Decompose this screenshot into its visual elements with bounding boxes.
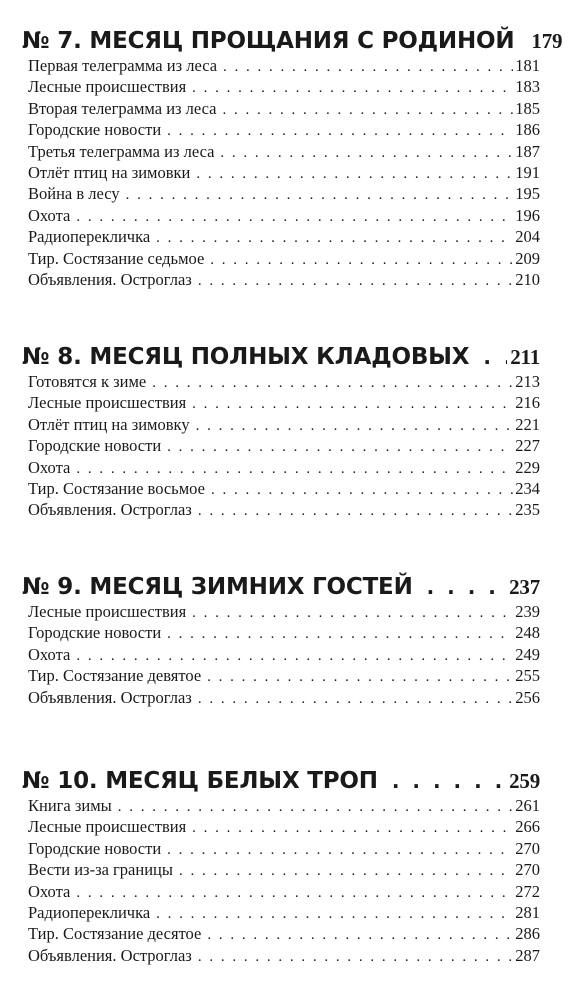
dot-leader — [210, 250, 513, 270]
entry-title: Городские новости — [28, 436, 162, 456]
entry-title: Готовятся к зиме — [28, 372, 147, 391]
dot-leader — [118, 797, 513, 817]
dot-leader — [198, 501, 513, 521]
toc-entry — [22, 479, 540, 500]
entry-page-number: 255 — [515, 666, 540, 686]
entry-page-number: 270 — [515, 838, 540, 858]
toc-entry — [22, 903, 540, 924]
entry-page-number: 227 — [515, 436, 540, 456]
dot-leader — [198, 271, 513, 291]
section-page-number: 259 — [509, 769, 540, 793]
dot-leader — [198, 689, 513, 709]
entry-page-number: 196 — [515, 205, 540, 225]
dot-leader — [196, 416, 514, 436]
entry-page-number: 213 — [515, 372, 540, 391]
entry-title: Отлёт птиц на зимовки — [28, 163, 191, 183]
entry-title: Лесные происшествия — [28, 602, 187, 621]
toc-section — [22, 766, 540, 967]
toc-entry — [22, 839, 540, 860]
entry-title: Тир. Состязание десятое — [28, 924, 202, 944]
dot-leader — [156, 904, 513, 924]
entry-title: Объявления. Остроглаз — [28, 270, 192, 290]
dot-leader — [192, 818, 513, 838]
section-page-number: 237 — [509, 575, 540, 599]
dot-leader — [179, 861, 513, 881]
entry-title: Охота — [28, 205, 71, 225]
toc-entry — [22, 77, 540, 98]
entry-title: Тир. Состязание девятое — [28, 666, 202, 686]
dot-leader — [167, 624, 513, 644]
toc-entry — [22, 206, 540, 227]
toc-entry — [22, 666, 540, 687]
entry-page-number: 229 — [515, 457, 540, 477]
toc-section — [22, 572, 540, 709]
entry-title: Охота — [28, 881, 71, 901]
toc-entry — [22, 688, 540, 709]
toc-entry — [22, 393, 540, 414]
section-page-number: 211 — [510, 345, 540, 369]
dot-leader — [483, 342, 507, 372]
entry-title: Третья телеграмма из леса — [28, 141, 215, 161]
dot-leader — [211, 480, 513, 500]
entry-page-number: 221 — [515, 414, 540, 434]
entry-page-number: 195 — [515, 184, 540, 204]
toc-entry — [22, 645, 540, 666]
dot-leader — [207, 925, 513, 945]
entry-page-number: 235 — [515, 500, 540, 520]
dot-leader — [392, 766, 506, 796]
dot-leader — [192, 78, 513, 98]
entry-page-number: 287 — [515, 945, 540, 965]
toc-entry — [22, 227, 540, 248]
dot-leader — [196, 164, 513, 184]
entry-page-number: 209 — [515, 248, 540, 268]
section-heading — [22, 766, 540, 796]
entry-page-number: 183 — [515, 77, 540, 97]
toc-entry — [22, 882, 540, 903]
toc-entry — [22, 436, 540, 457]
entry-title: Тир. Состязание восьмое — [28, 479, 205, 499]
toc-entry — [22, 372, 540, 393]
toc-entry — [22, 415, 540, 436]
entry-page-number: 261 — [515, 796, 540, 815]
entry-page-number: 204 — [515, 227, 540, 247]
entry-page-number: 256 — [515, 687, 540, 707]
entry-title: Объявления. Остроглаз — [28, 687, 192, 707]
entry-title: Отлёт птиц на зимовку — [28, 414, 190, 434]
toc-section — [22, 26, 563, 291]
entry-page-number: 248 — [515, 623, 540, 643]
toc-entry — [22, 500, 540, 521]
section-title: № 9. МЕСЯЦ ЗИМНИХ ГОСТЕЙ — [22, 574, 413, 600]
dot-leader — [152, 373, 513, 393]
entry-page-number: 272 — [515, 881, 540, 901]
entry-title: Охота — [28, 644, 71, 664]
dot-leader — [198, 947, 513, 967]
dot-leader — [167, 121, 513, 141]
dot-leader — [126, 185, 514, 205]
entry-title: Вторая телеграмма из леса — [28, 98, 217, 118]
dot-leader — [167, 437, 513, 457]
toc-entry — [22, 56, 540, 77]
entry-title: Охота — [28, 457, 71, 477]
entry-title: Городские новости — [28, 838, 162, 858]
toc-entry — [22, 860, 540, 881]
section-heading — [22, 572, 540, 602]
section-title: № 7. МЕСЯЦ ПРОЩАНИЯ С РОДИНОЙ — [22, 28, 515, 54]
entry-page-number: 187 — [515, 141, 540, 161]
entry-page-number: 234 — [515, 479, 540, 499]
entry-title: Радиоперекличка — [28, 227, 151, 247]
dot-leader — [192, 603, 513, 623]
dot-leader — [76, 646, 513, 666]
entry-title: Первая телеграмма из леса — [28, 56, 218, 75]
entry-page-number: 191 — [515, 163, 540, 183]
entry-page-number: 185 — [515, 98, 540, 118]
entry-page-number: 186 — [515, 120, 540, 140]
dot-leader — [76, 207, 513, 227]
toc-entry — [22, 120, 540, 141]
section-title: № 8. МЕСЯЦ ПОЛНЫХ КЛАДОВЫХ — [22, 344, 470, 370]
entry-title: Объявления. Остроглаз — [28, 500, 192, 520]
section-heading — [22, 26, 563, 56]
entry-title: Лесные происшествия — [28, 393, 187, 413]
entry-title: Лесные происшествия — [28, 817, 187, 837]
toc-entry — [22, 924, 540, 945]
entry-page-number: 270 — [515, 860, 540, 880]
toc-entry — [22, 163, 540, 184]
entry-page-number: 181 — [515, 56, 540, 75]
entry-page-number: 281 — [515, 903, 540, 923]
toc-entry — [22, 796, 540, 817]
dot-leader — [223, 57, 513, 77]
toc-entry — [22, 99, 540, 120]
entry-title: Радиоперекличка — [28, 903, 151, 923]
toc-entry — [22, 458, 540, 479]
dot-leader — [222, 100, 513, 120]
entry-title: Городские новости — [28, 623, 162, 643]
entry-title: Городские новости — [28, 120, 162, 140]
dot-leader — [207, 667, 513, 687]
entry-title: Вести из-за границы — [28, 860, 173, 880]
entry-page-number: 210 — [515, 270, 540, 290]
entry-title: Лесные происшествия — [28, 77, 187, 97]
entry-page-number: 266 — [515, 817, 540, 837]
entry-title: Книга зимы — [28, 796, 112, 815]
dot-leader — [76, 459, 513, 479]
entry-page-number: 286 — [515, 924, 540, 944]
dot-leader — [192, 394, 513, 414]
dot-leader — [76, 883, 513, 903]
toc-entry — [22, 602, 540, 623]
entry-page-number: 249 — [515, 644, 540, 664]
entry-title: Тир. Состязание седьмое — [28, 248, 205, 268]
toc-entry — [22, 817, 540, 838]
toc-entry — [22, 270, 540, 291]
entry-title: Война в лесу — [28, 184, 120, 204]
dot-leader — [156, 228, 513, 248]
entry-title: Объявления. Остроглаз — [28, 945, 192, 965]
dot-leader — [220, 143, 513, 163]
section-title: № 10. МЕСЯЦ БЕЛЫХ ТРОП — [22, 768, 378, 794]
entry-page-number: 239 — [515, 602, 540, 621]
toc-entry — [22, 142, 540, 163]
dot-leader — [167, 840, 513, 860]
toc-entry — [22, 249, 540, 270]
dot-leader — [427, 572, 506, 602]
toc-entry — [22, 946, 540, 967]
toc-entry — [22, 184, 540, 205]
section-heading — [22, 342, 540, 372]
entry-page-number: 216 — [515, 393, 540, 413]
section-page-number: 179 — [531, 29, 563, 53]
toc-section — [22, 342, 540, 522]
toc-entry — [22, 623, 540, 644]
